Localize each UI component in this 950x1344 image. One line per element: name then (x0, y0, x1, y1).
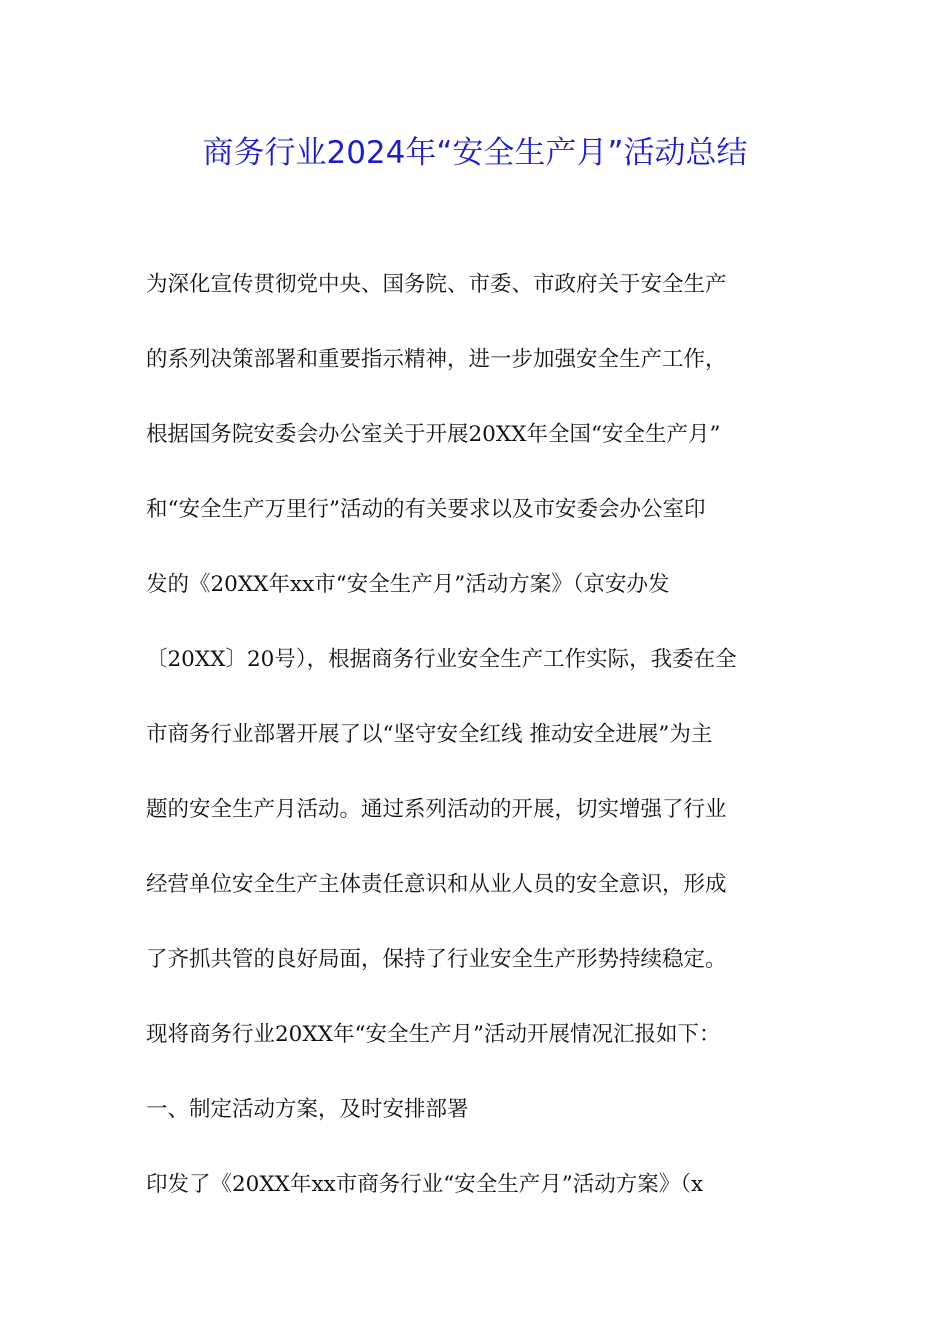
paragraph-line: 市商务行业部署开展了以“坚守安全红线 推动安全进展”为主 (146, 722, 713, 747)
section-heading: 一、制定活动方案，及时安排部署 (146, 1097, 469, 1122)
paragraph-line: 〔20XX〕20号），根据商务行业安全生产工作实际，我委在全 (146, 647, 737, 672)
paragraph-line: 发的《20XX年xx市“安全生产月”活动方案》（京安办发 (146, 572, 670, 597)
paragraph-line: 经营单位安全生产主体责任意识和从业人员的安全意识，形成 (146, 872, 727, 897)
paragraph-line: 的系列决策部署和重要指示精神，进一步加强安全生产工作， (146, 347, 727, 372)
paragraph-line: 为深化宣传贯彻党中央、国务院、市委、市政府关于安全生产 (146, 272, 727, 297)
document-title: 商务行业2024年“安全生产月”活动总结 (202, 135, 748, 171)
paragraph-line: 题的安全生产月活动。通过系列活动的开展，切实增强了行业 (146, 797, 727, 822)
section-paragraph-line: 印发了《20XX年xx市商务行业“安全生产月”活动方案》（x (146, 1172, 704, 1197)
paragraph-line: 现将商务行业20XX年“安全生产月”活动开展情况汇报如下： (146, 1022, 721, 1047)
paragraph-line: 和“安全生产万里行”活动的有关要求以及市安委会办公室印 (146, 497, 706, 522)
paragraph-line: 了齐抓共管的良好局面，保持了行业安全生产形势持续稳定。 (146, 947, 727, 972)
paragraph-line: 根据国务院安委会办公室关于开展20XX年全国“安全生产月” (146, 422, 721, 447)
